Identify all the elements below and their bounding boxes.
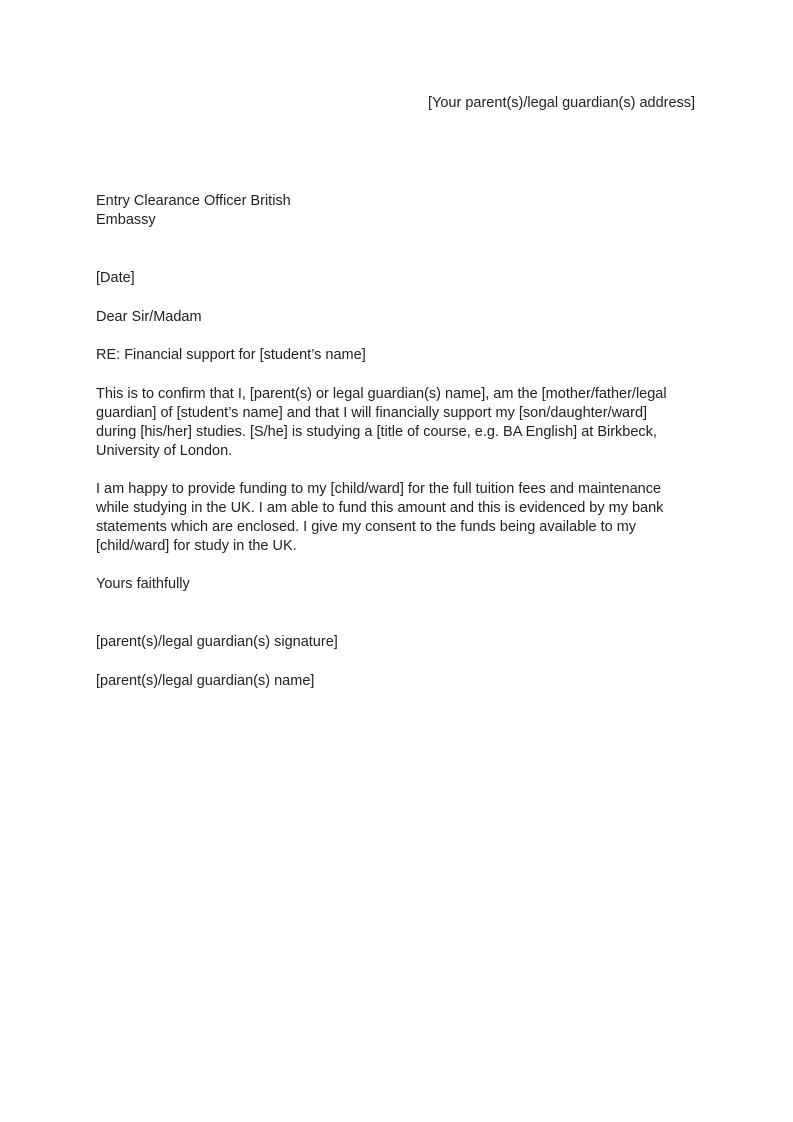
paragraph-line: I am happy to provide funding to my [child/ward] for the full tuition fees and maintenance bbox=[96, 481, 662, 497]
letter-date: [Date] bbox=[96, 270, 135, 286]
salutation: Dear Sir/Madam bbox=[96, 309, 202, 325]
paragraph-line: University of London. bbox=[96, 443, 233, 459]
recipient-line: Entry Clearance Officer British bbox=[96, 193, 291, 209]
paragraph-line: during [his/her] studies. [S/he] is studying a [title of course, e.g. BA English] at Birkbeck, bbox=[96, 424, 657, 440]
paragraph-line: while studying in the UK. I am able to fund this amount and this is evidenced by my bank bbox=[96, 500, 664, 516]
sender-address: [Your parent(s)/legal guardian(s) address] bbox=[428, 95, 696, 111]
paragraph-confirmation bbox=[96, 385, 696, 461]
closing: Yours faithfully bbox=[96, 576, 190, 592]
paragraph-line: guardian] of [student’s name] and that I will financially support my [son/daughter/ward] bbox=[96, 405, 648, 421]
paragraph-line: statements which are enclosed. I give my consent to the funds being available to my bbox=[96, 519, 637, 535]
recipient-block bbox=[96, 192, 696, 230]
recipient-line: Embassy bbox=[96, 212, 156, 228]
paragraph-line: This is to confirm that I, [parent(s) or legal guardian(s) name], am the [mother/father/legal bbox=[96, 386, 667, 402]
name-placeholder: [parent(s)/legal guardian(s) name] bbox=[96, 673, 315, 689]
subject-line: RE: Financial support for [student’s name] bbox=[96, 347, 366, 363]
signature-placeholder: [parent(s)/legal guardian(s) signature] bbox=[96, 634, 338, 650]
paragraph-line: [child/ward] for study in the UK. bbox=[96, 538, 297, 554]
paragraph-funding bbox=[96, 480, 696, 556]
